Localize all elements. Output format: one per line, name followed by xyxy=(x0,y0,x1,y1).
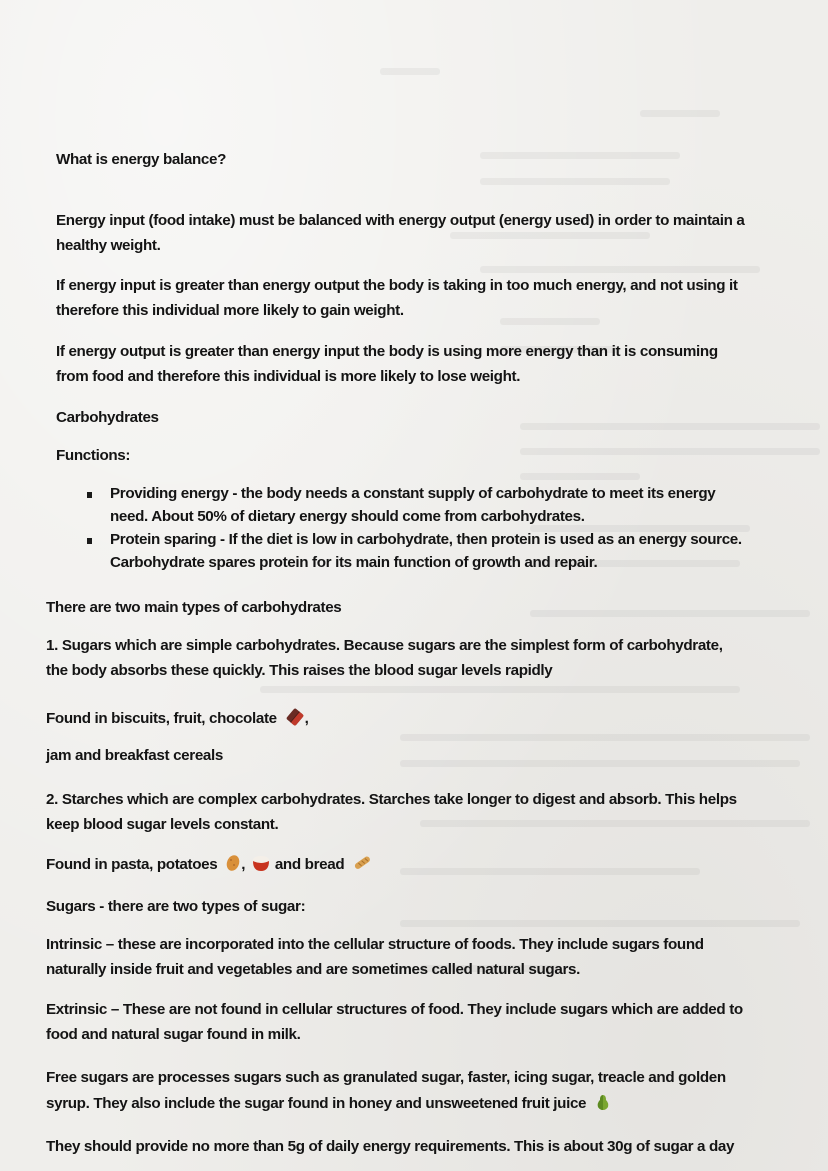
sugar-types-title: Sugars - there are two types of sugar: xyxy=(46,898,306,915)
sugars-line-2: the body absorbs these quickly. This raises the blood sugar levels rapidly xyxy=(46,662,553,679)
potato-icon xyxy=(225,854,241,878)
energy-balance-paragraph-2-line-2: therefore this individual more likely to gain weight. xyxy=(56,302,404,319)
free-sugars-line-2 xyxy=(46,1093,610,1117)
bleed-through xyxy=(260,686,740,693)
starches-bread-text: and bread xyxy=(274,856,345,873)
list-comma: , xyxy=(304,710,309,727)
function-2-line-2: Carbohydrate spares protein for its main function of growth and repair. xyxy=(110,554,598,571)
bleed-through xyxy=(450,232,650,239)
bleed-through xyxy=(400,734,810,741)
energy-balance-paragraph-3-line-1: If energy output is greater than energy input the body is using more energy than it is consuming xyxy=(56,343,718,360)
bleed-through xyxy=(420,820,810,827)
bleed-through xyxy=(480,152,680,159)
free-sugars-text: syrup. They also include the sugar found in honey and unsweetened fruit juice xyxy=(46,1095,587,1112)
bleed-through xyxy=(530,610,810,617)
sugars-found-in-line-1 xyxy=(46,708,309,732)
bleed-through xyxy=(640,110,720,117)
bullet-marker xyxy=(87,492,92,498)
intrinsic-line-2: naturally inside fruit and vegetables and are sometimes called natural sugars. xyxy=(46,961,580,978)
starches-line-2: keep blood sugar levels constant. xyxy=(46,816,279,833)
bleed-through xyxy=(500,318,600,325)
carbohydrate-types-intro: There are two main types of carbohydrates xyxy=(46,599,342,616)
sugars-found-in-line-2: jam and breakfast cereals xyxy=(46,747,223,764)
bleed-through xyxy=(400,760,800,767)
starches-found-in-text: Found in pasta, potatoes xyxy=(46,856,218,873)
sugars-line-1: 1. Sugars which are simple carbohydrates. Because sugars are the simplest form of carbohydrate, xyxy=(46,637,723,654)
starches-found-in-line xyxy=(46,854,372,878)
list-comma: , xyxy=(241,856,246,873)
function-1-line-1: Providing energy - the body needs a constant supply of carbohydrate to meet its energy xyxy=(110,485,716,502)
energy-balance-paragraph-1-line-2: healthy weight. xyxy=(56,237,161,254)
rice-bowl-icon xyxy=(251,854,271,878)
free-sugars-line-1: Free sugars are processes sugars such as granulated sugar, faster, icing sugar, treacle and golden xyxy=(46,1069,726,1086)
bleed-through xyxy=(520,473,640,480)
starches-line-1: 2. Starches which are complex carbohydrates. Starches take longer to digest and absorb. This helps xyxy=(46,791,737,808)
chocolate-bar-icon xyxy=(285,708,305,732)
carbohydrates-title: Carbohydrates xyxy=(56,409,159,426)
bleed-through xyxy=(380,68,440,75)
page-heading: What is energy balance? xyxy=(56,151,227,168)
extrinsic-line-2: food and natural sugar found in milk. xyxy=(46,1026,301,1043)
pear-icon xyxy=(596,1093,610,1117)
functions-label: Functions: xyxy=(56,447,131,464)
bleed-through xyxy=(400,920,800,927)
function-2-line-1: Protein sparing - If the diet is low in carbohydrate, then protein is used as an energy source. xyxy=(110,531,742,548)
bleed-through xyxy=(480,178,670,185)
energy-balance-paragraph-3-line-2: from food and therefore this individual is more likely to lose weight. xyxy=(56,368,521,385)
energy-balance-paragraph-2-line-1: If energy input is greater than energy output the body is taking in too much energy, and not using it xyxy=(56,277,738,294)
bleed-through xyxy=(400,868,700,875)
energy-balance-paragraph-1-line-1: Energy input (food intake) must be balanced with energy output (energy used) in order to maintain a xyxy=(56,212,745,229)
intrinsic-line-1: Intrinsic – these are incorporated into the cellular structure of foods. They include sugars found xyxy=(46,936,704,953)
sugar-limit-line: They should provide no more than 5g of daily energy requirements. This is about 30g of sugar a day xyxy=(46,1138,735,1155)
bleed-through xyxy=(520,448,820,455)
sugars-found-in-text: Found in biscuits, fruit, chocolate xyxy=(46,710,277,727)
bleed-through xyxy=(480,266,760,273)
baguette-icon xyxy=(352,854,372,878)
bleed-through xyxy=(520,423,820,430)
extrinsic-line-1: Extrinsic – These are not found in cellular structures of food. They include sugars which are added to xyxy=(46,1001,743,1018)
bullet-marker xyxy=(87,538,92,544)
function-1-line-2: need. About 50% of dietary energy should come from carbohydrates. xyxy=(110,508,585,525)
